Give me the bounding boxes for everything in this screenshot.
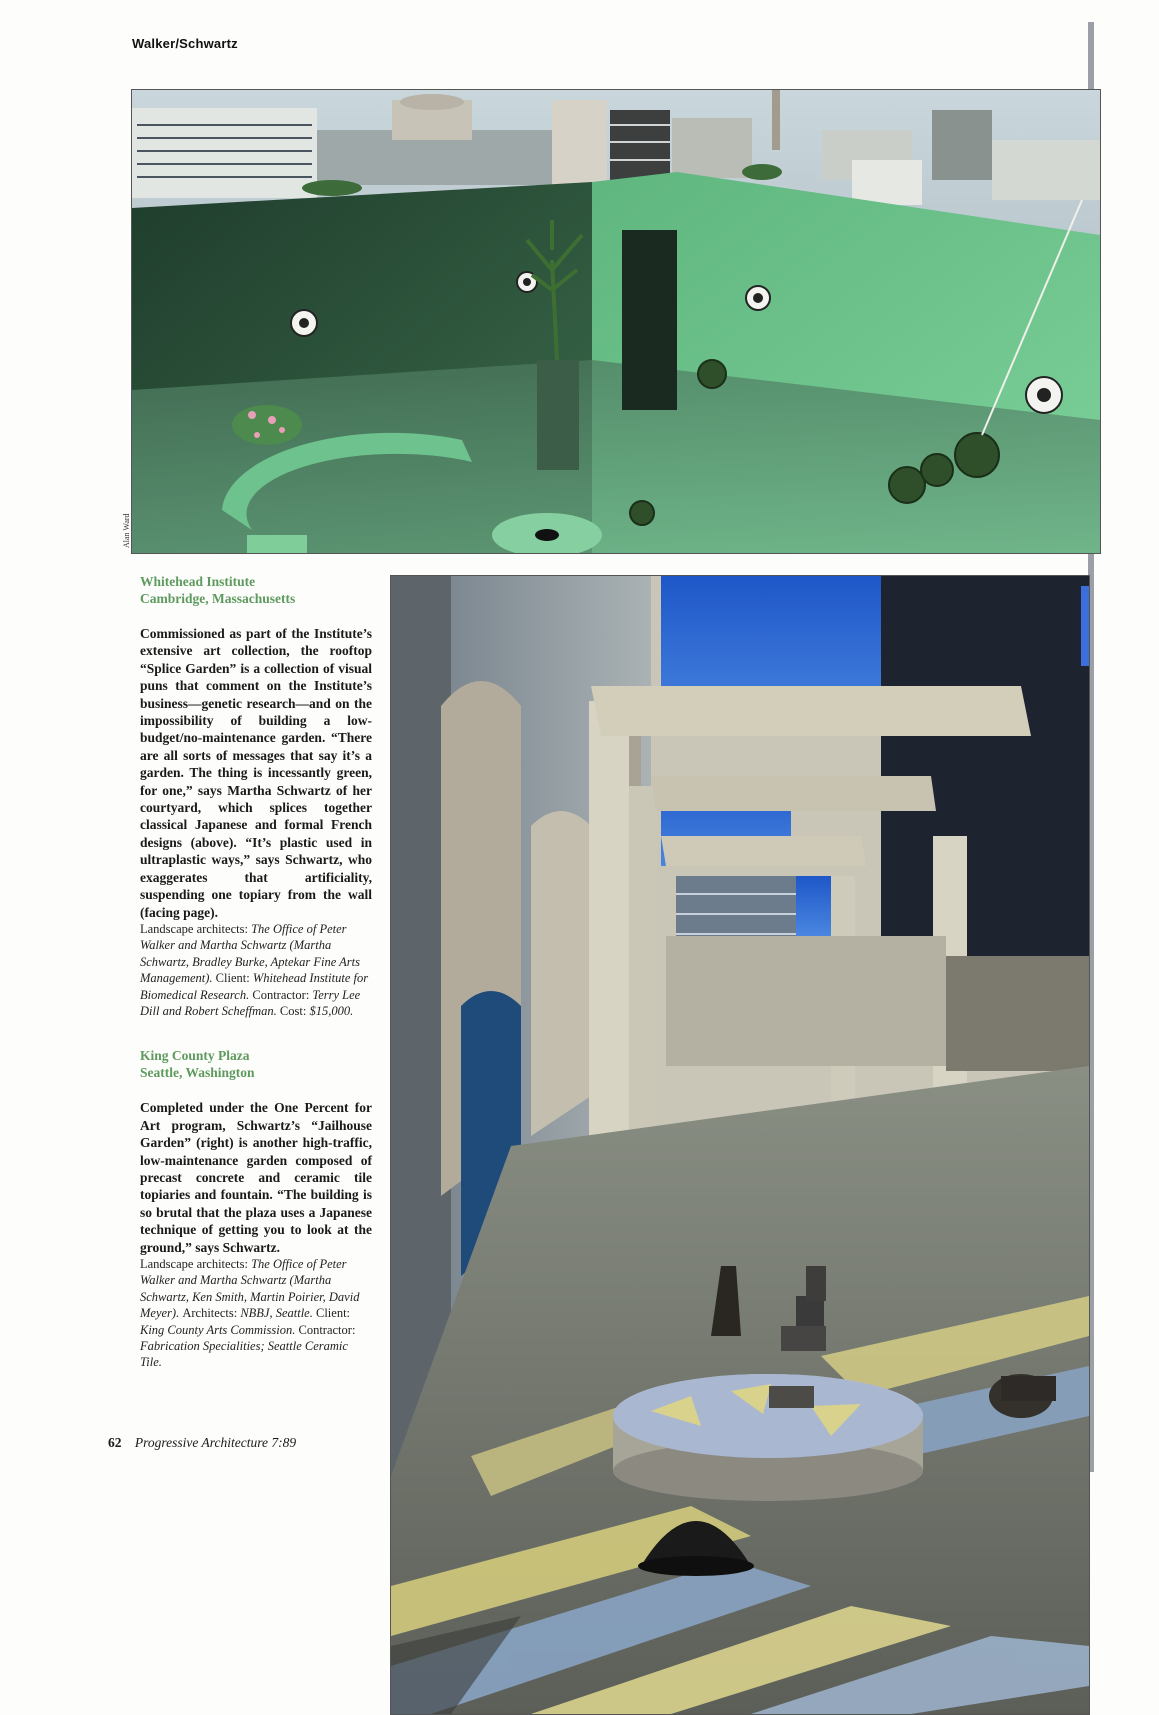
credit-client: Whitehead Institute for Biomedical Research. <box>140 971 369 1002</box>
credit-cost: $15,000. <box>309 1003 354 1018</box>
credit-contractor: Fabrication Specialities; Seattle Ceramic Tile. <box>140 1339 348 1370</box>
credit-label: Landscape architects: <box>140 1257 252 1271</box>
section-title-king-county: King County Plaza <box>140 1048 250 1064</box>
photo-jailhouse-garden <box>390 575 1090 1715</box>
page-number: 62 <box>108 1435 122 1450</box>
credit-client: King County Arts Commission. <box>140 1322 299 1337</box>
photo-credit: Alan Ward <box>122 513 131 548</box>
credit-label: Landscape architects: <box>140 921 252 936</box>
body-king-county: Completed under the One Percent for Art program, Schwartz’s “Jailhouse Garden” (right) is another high-traffic, low-maintenance garden composed of precast concrete and ceramic tile topiaries and fountain. “The building is so brutal that the plaza uses a Japanese technique of getting you to look at the ground,” says Schwartz. <box>140 1100 372 1255</box>
credit-label: Architects: <box>182 1306 241 1321</box>
publication-name: Progressive Architecture 7:89 <box>134 1435 297 1450</box>
credit-label: Contractor: <box>252 987 313 1002</box>
credit-architects: NBBJ, Seattle. <box>240 1306 316 1321</box>
photo-splice-garden <box>131 89 1101 554</box>
credit-label: Client: <box>315 1306 351 1321</box>
credit-label: Client: <box>215 971 253 986</box>
page-footer <box>108 1435 296 1451</box>
running-head: Walker/Schwartz <box>132 36 238 51</box>
section-title-whitehead: Whitehead Institute <box>140 574 256 589</box>
credit-label: Cost: <box>279 1003 310 1018</box>
credit-landscape: The Office of Peter Walker and Martha Schwartz (Martha Schwartz, Ken Smith, Martin Poirier, David Meyer). <box>140 1257 360 1321</box>
section-location-seattle: Seattle, Washington <box>140 1065 255 1081</box>
article-text-column <box>140 573 372 1371</box>
credit-landscape: The Office of Peter Walker and Martha Schwartz (Martha Schwartz, Bradley Burke, Aptekar Fine Arts Management). <box>140 921 360 986</box>
credits-king-county <box>140 1256 372 1371</box>
body-whitehead: Commissioned as part of the Institute’s extensive art collection, the rooftop “Splice Garden” is a collection of visual puns that comment on the Institute’s business—genetic research—and on the impossibility of building a low-budget/no-maintenance garden. “There are all sorts of messages that say it’s a garden. The thing is incessantly green, for one,” says Martha Schwartz of her courtyard, which splices together classical Japanese and formal French designs (above). “It’s plastic used in ultraplastic ways,” says Schwartz, who exaggerates that artificiality, suspending one topiary from the wall (facing page). <box>140 626 372 920</box>
credit-contractor: Terry Lee Dill and Robert Scheffman. <box>140 987 361 1018</box>
credit-label: Contractor: <box>298 1322 356 1337</box>
credits-whitehead <box>140 921 372 1019</box>
section-location-cambridge: Cambridge, Massachusetts <box>140 591 296 606</box>
